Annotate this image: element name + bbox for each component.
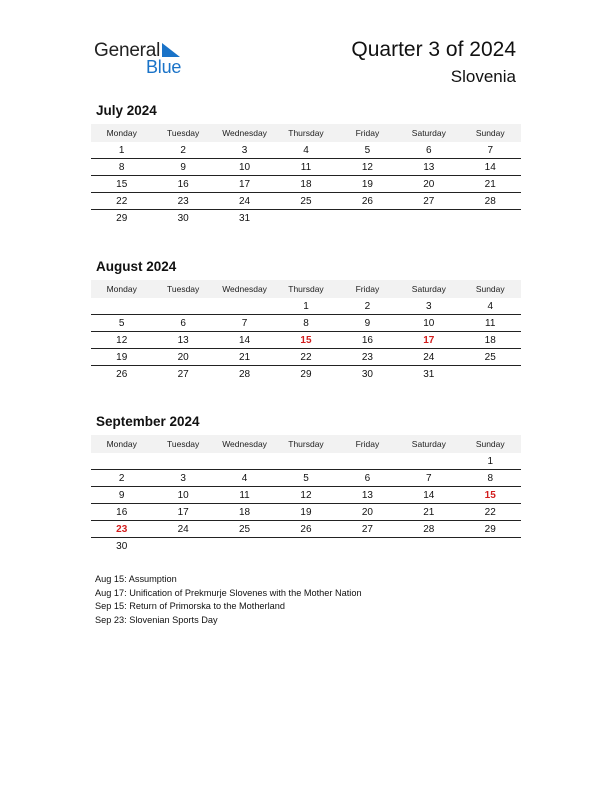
logo-triangle-icon xyxy=(160,43,180,57)
day-cell: 5 xyxy=(364,144,371,156)
day-cell: 11 xyxy=(300,161,312,173)
weekday-label: Monday xyxy=(106,284,137,294)
day-cell: 17 xyxy=(177,506,189,518)
day-cell: 14 xyxy=(484,161,496,173)
weekday-label: Friday xyxy=(355,128,380,138)
day-cell: 5 xyxy=(118,317,125,329)
weekday-label: Saturday xyxy=(411,284,446,294)
day-cell: 2 xyxy=(364,300,371,312)
holiday-notes xyxy=(95,573,362,627)
weekday-label: Friday xyxy=(355,439,380,449)
day-cell: 4 xyxy=(241,472,248,484)
day-cell: 6 xyxy=(426,144,432,156)
day-cell: 12 xyxy=(361,161,373,173)
day-cell: 24 xyxy=(177,523,189,535)
day-cell: 21 xyxy=(484,178,496,190)
day-cell: 11 xyxy=(239,489,250,501)
day-cell: 22 xyxy=(484,506,496,518)
day-cell: 18 xyxy=(238,506,251,518)
weekday-header-row xyxy=(91,124,521,142)
day-cell: 22 xyxy=(300,351,312,363)
day-cell: 19 xyxy=(361,178,373,190)
day-cell: 25 xyxy=(238,523,251,535)
day-cell: 9 xyxy=(118,489,125,501)
day-cell: 24 xyxy=(238,195,251,207)
day-cell: 12 xyxy=(300,489,312,501)
weekday-label: Wednesday xyxy=(222,439,267,449)
month-calendar-august xyxy=(91,259,521,382)
day-cell: 3 xyxy=(180,472,186,484)
day-cell: 23 xyxy=(177,195,189,207)
day-cell: 14 xyxy=(238,334,251,346)
weekday-label: Sunday xyxy=(475,128,505,138)
day-cell: 27 xyxy=(361,523,373,535)
day-cell: 30 xyxy=(116,540,128,552)
day-cell: 13 xyxy=(177,334,189,346)
day-cell: 18 xyxy=(484,334,496,346)
week-row xyxy=(91,176,521,193)
week-row xyxy=(91,521,521,538)
day-cell: 29 xyxy=(484,523,496,535)
day-cell: 10 xyxy=(177,489,189,501)
day-cell: 26 xyxy=(361,195,373,207)
day-cell: 16 xyxy=(361,334,373,346)
week-row xyxy=(91,366,521,382)
day-cell: 12 xyxy=(116,334,128,346)
day-cell: 20 xyxy=(361,506,373,518)
day-cell: 26 xyxy=(300,523,312,535)
week-row xyxy=(91,298,521,315)
month-title: September 2024 xyxy=(96,414,200,429)
week-row xyxy=(91,142,521,159)
day-cell: 25 xyxy=(300,195,312,207)
logo-word-blue: Blue xyxy=(146,57,182,77)
month-calendar-september xyxy=(91,414,521,554)
weekday-label: Saturday xyxy=(411,439,446,449)
day-cell: 10 xyxy=(423,317,435,329)
country-name: Slovenia xyxy=(450,67,516,86)
day-cell: 24 xyxy=(423,351,435,363)
day-cell: 13 xyxy=(361,489,373,501)
day-cell: 28 xyxy=(423,523,435,535)
weekday-label: Thursday xyxy=(288,439,324,449)
day-cell: 9 xyxy=(364,317,371,329)
weekday-label: Thursday xyxy=(288,284,324,294)
day-cell: 20 xyxy=(423,178,435,190)
week-row xyxy=(91,193,521,210)
week-row xyxy=(91,349,521,366)
page-title: Quarter 3 of 2024 xyxy=(351,38,516,61)
holiday-note: Aug 17: Unification of Prekmurje Slovenes with the Mother Nation xyxy=(95,587,362,598)
day-cell: 1 xyxy=(303,300,309,312)
day-cell: 6 xyxy=(180,317,186,329)
weekday-label: Sunday xyxy=(475,284,505,294)
logo-word-general: General xyxy=(94,40,161,61)
day-cell: 8 xyxy=(487,472,494,484)
day-cell: 31 xyxy=(238,212,251,224)
weekday-label: Friday xyxy=(355,284,380,294)
day-cell: 10 xyxy=(238,161,251,173)
weekday-label: Saturday xyxy=(411,128,446,138)
day-cell: 8 xyxy=(118,161,125,173)
day-cell: 7 xyxy=(241,317,248,329)
day-cell: 17 xyxy=(238,178,251,190)
day-cell: 29 xyxy=(116,212,128,224)
day-cell: 21 xyxy=(423,506,435,518)
holiday-note: Sep 15: Return of Primorska to the Motherland xyxy=(95,601,285,612)
day-cell: 11 xyxy=(485,317,496,329)
day-cell: 31 xyxy=(423,368,435,380)
day-cell: 2 xyxy=(180,144,186,156)
weekday-label: Tuesday xyxy=(166,128,200,138)
day-cell: 3 xyxy=(241,144,248,156)
day-cell: 23 xyxy=(361,351,373,363)
day-cell: 9 xyxy=(180,161,186,173)
day-cell: 3 xyxy=(426,300,432,312)
day-cell: 18 xyxy=(300,178,312,190)
generalblue-logo xyxy=(94,40,204,80)
day-cell: 30 xyxy=(361,368,373,380)
day-cell: 15 xyxy=(300,334,312,346)
week-row xyxy=(91,504,521,521)
day-cell: 16 xyxy=(116,506,128,518)
day-cell: 15 xyxy=(116,178,128,190)
day-cell: 8 xyxy=(303,317,309,329)
day-cell: 29 xyxy=(300,368,312,380)
month-title: August 2024 xyxy=(96,259,177,274)
day-cell: 1 xyxy=(118,144,125,156)
day-cell: 7 xyxy=(487,144,494,156)
day-cell: 6 xyxy=(364,472,371,484)
month-title: July 2024 xyxy=(96,103,157,118)
week-row xyxy=(91,210,521,226)
weekday-label: Tuesday xyxy=(166,439,200,449)
day-cell: 5 xyxy=(303,472,309,484)
week-row xyxy=(91,315,521,332)
day-cell: 19 xyxy=(116,351,128,363)
weekday-label: Sunday xyxy=(475,439,505,449)
weekday-label: Monday xyxy=(106,439,137,449)
day-cell: 2 xyxy=(118,472,125,484)
weekday-header-row xyxy=(91,435,521,453)
week-row xyxy=(91,159,521,176)
day-cell: 19 xyxy=(300,506,312,518)
weekday-label: Wednesday xyxy=(222,128,267,138)
week-row xyxy=(91,453,521,470)
day-cell: 30 xyxy=(177,212,189,224)
weekday-label: Thursday xyxy=(288,128,324,138)
day-cell: 15 xyxy=(484,489,496,501)
day-cell: 26 xyxy=(116,368,128,380)
month-calendar-july xyxy=(91,103,521,226)
week-row xyxy=(91,487,521,504)
weekday-label: Wednesday xyxy=(222,284,267,294)
holiday-note: Aug 15: Assumption xyxy=(95,574,177,584)
day-cell: 13 xyxy=(423,161,435,173)
day-cell: 4 xyxy=(487,300,494,312)
day-cell: 21 xyxy=(238,351,251,363)
weekday-label: Monday xyxy=(106,128,137,138)
day-cell: 14 xyxy=(423,489,435,501)
day-cell: 4 xyxy=(303,144,309,156)
day-cell: 25 xyxy=(484,351,496,363)
week-row xyxy=(91,538,521,554)
day-cell: 16 xyxy=(177,178,189,190)
day-cell: 7 xyxy=(426,472,432,484)
day-cell: 23 xyxy=(116,523,128,535)
day-cell: 22 xyxy=(116,195,128,207)
weekday-label: Tuesday xyxy=(166,284,200,294)
holiday-note: Sep 23: Slovenian Sports Day xyxy=(95,614,218,625)
day-cell: 1 xyxy=(487,455,494,467)
day-cell: 27 xyxy=(423,195,435,207)
weekday-header-row xyxy=(91,280,521,298)
day-cell: 20 xyxy=(177,351,189,363)
week-row xyxy=(91,470,521,487)
day-cell: 17 xyxy=(423,334,435,346)
day-cell: 28 xyxy=(238,368,251,380)
day-cell: 27 xyxy=(177,368,189,380)
day-cell: 28 xyxy=(484,195,496,207)
week-row xyxy=(91,332,521,349)
